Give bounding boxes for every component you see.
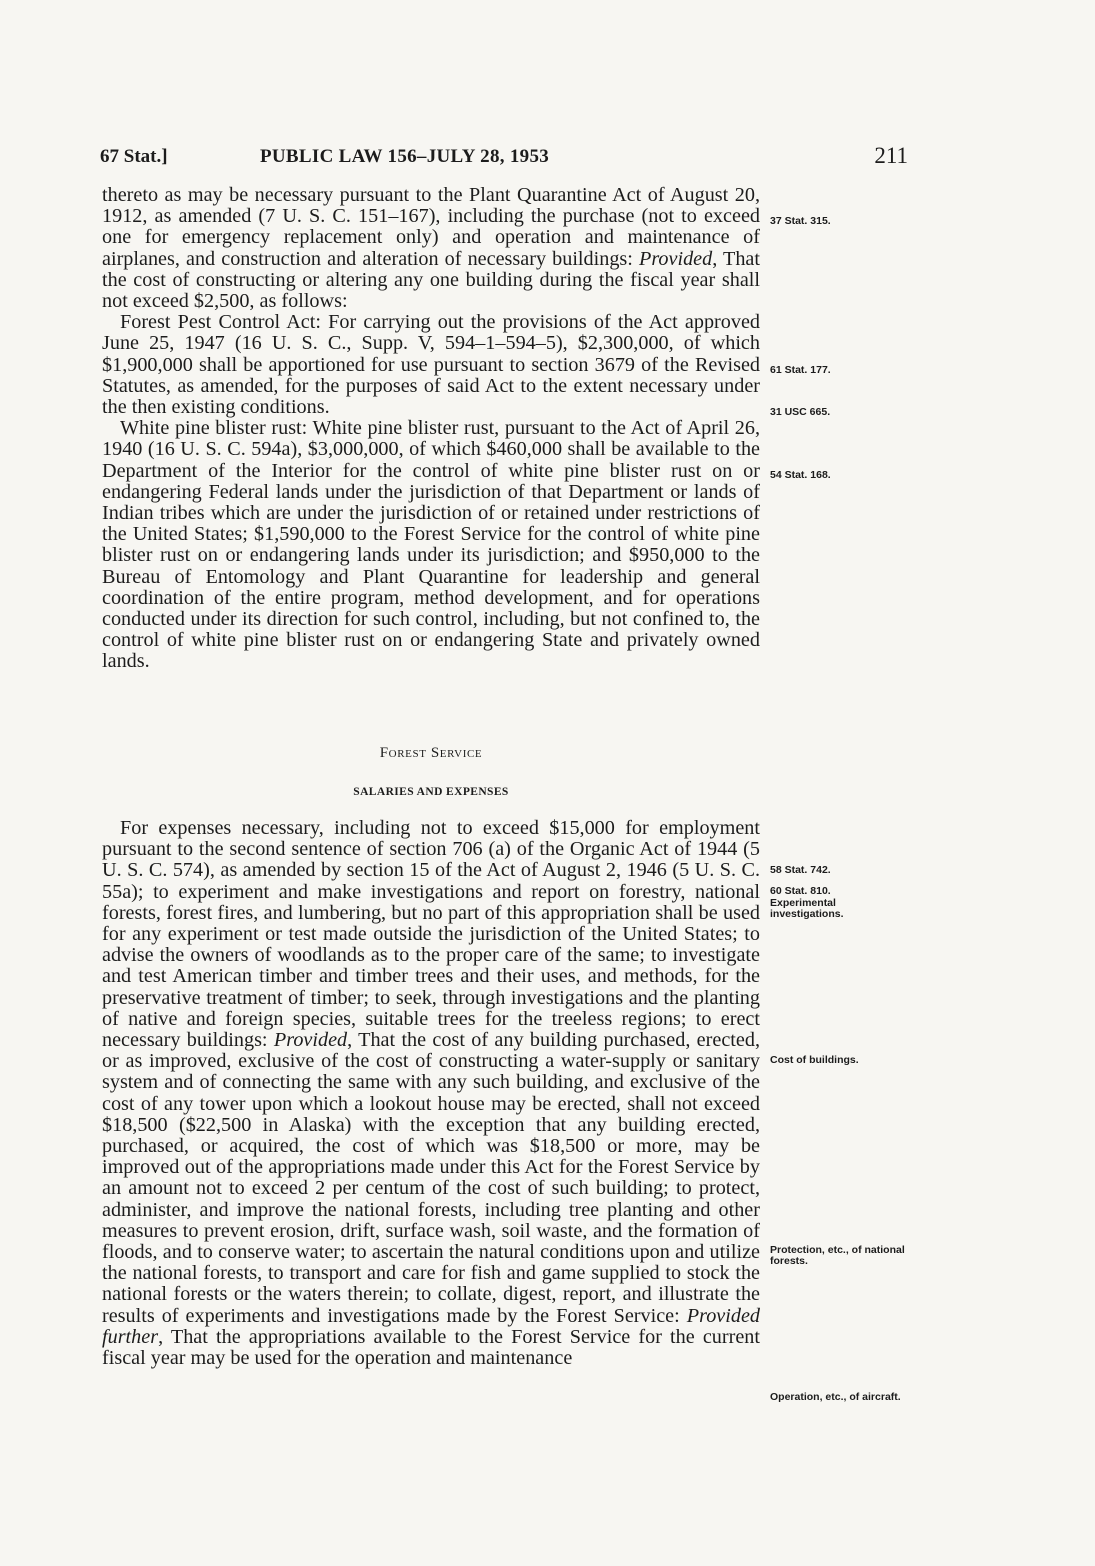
paragraph-salaries-and-expenses: For expenses necessary, including not to exceed $15,000 for employment pursuant to the second sentence of section 706 (a) of the Organic Act of 1944 (5 U. S. C. 574), as amended by section 15 of the Act of August 2, 1946 (5 U. S. C. 55a); to experiment and make investigations and report on forestry, national forests, forest fires, and lumbering, but no part of this appropriation shall be used for any experiment or test made outside the jurisdiction of the United States; to advise the owners of woodlands as to the proper care of the same; to investigate and test American timber and timber trees and their uses, and methods, for the preservative treatment of timber; to seek, through investigations and the planting of native and foreign species, suitable trees for the treeless regions; to erect necessary buildings: Provided, That the cost of any building purchased, erected, or as improved, exclusive of the cost of constructing a water-supply or sanitary system and of connecting the same with any such building, and exclusive of the cost of any tower upon which a lookout house may be erected, shall not exceed $18,500 ($22,500 in Alaska) with the exception that any building erected, purchased, or acquired, the cost of which was $18,500 or more, may be improved out of the appropriations made under this Act for the Forest Service by an amount not to exceed 2 per centum of the cost of such building; to protect, administer, and improve the national forests, including tree planting and other measures to prevent erosion, drift, surface wash, soil waste, and the formation of floods, and to conserve water; to ascertain the natural conditions upon and utilize the national forests, to transport and care for fish and game supplied to stock the national forests or the waters therein; to collate, digest, report, and illustrate the results of experiments and investigations made by the Forest Service: Provided further, That the appropriations available to the Forest Service for the current fiscal year may be used for the operation and maintenance (102, 817, 760, 1370)
paragraph-plant-quarantine-continued: thereto as may be necessary pursuant to the Plant Quarantine Act of August 20, 1912, as amended (7 U. S. C. 151–167), including the purchase (not to exceed one for emergency replacement only) and operation and maintenance of airplanes, and construction and alteration of necessary buildings: Provided, That the cost of constructing or altering any one building during the fiscal year shall not exceed $2,500, as follows: (102, 184, 760, 313)
volume-reference: 67 Stat.] (100, 146, 168, 167)
margin-citation-60-stat-810: 60 Stat. 810. (770, 885, 831, 897)
margin-note-experimental-investigations: Experimental investigations. (770, 897, 844, 920)
margin-note-operation-of-aircraft: Operation, etc., of aircraft. (770, 1391, 901, 1403)
margin-citation-58-stat-742: 58 Stat. 742. (770, 864, 831, 876)
margin-citation-54-stat-168: 54 Stat. 168. (770, 469, 831, 481)
paragraph-forest-pest-control: Forest Pest Control Act: For carrying out the provisions of the Act approved June 25, 1947 (16 U. S. C., Supp. V, 594–1–594–5), $2,300,000, of which $1,900,000 shall be apportioned for use pursuant to section 3679 of the Revised Statutes, as amended, for the purposes of said Act to the extent necessary under the then existing conditions. (102, 311, 760, 419)
margin-note-protection-of-national-forests: Protection, etc., of national forests. (770, 1244, 905, 1267)
margin-citation-31-usc-665: 31 USC 665. (770, 406, 831, 418)
section-heading-forest-service: Forest Service (379, 745, 483, 761)
margin-citation-61-stat-177: 61 Stat. 177. (770, 364, 831, 376)
page-number: 211 (874, 143, 908, 168)
margin-citation-37-stat-315: 37 Stat. 315. (770, 215, 831, 227)
running-title: PUBLIC LAW 156–JULY 28, 1953 (260, 146, 550, 167)
paragraph-white-pine-blister-rust: White pine blister rust: White pine blister rust, pursuant to the Act of April 26, 1940 (16 U. S. C. 594a), $3,000,000, of which $460,000 shall be available to the Department of the Interior for the control of white pine blister rust on or endangering Federal lands under the jurisdiction of that Department or lands of Indian tribes which are under the jurisdiction of or retained under restrictions of the United States; $1,590,000 to the Forest Service for the control of white pine blister rust on or endangering lands under its jurisdiction; and $950,000 to the Bureau of Entomology and Plant Quarantine for leadership and general coordination of the entire program, method development, and for operations conducted under its direction for such control, including, but not confined to, the control of white pine blister rust on or endangering State and privately owned lands. (102, 417, 760, 673)
subheading-salaries-and-expenses: SALARIES AND EXPENSES (353, 786, 509, 798)
text-block-plant-quarantine (102, 185, 760, 673)
page-header (100, 143, 908, 176)
text-block-salaries-and-expenses (102, 818, 760, 1369)
margin-note-cost-of-buildings: Cost of buildings. (770, 1054, 859, 1066)
